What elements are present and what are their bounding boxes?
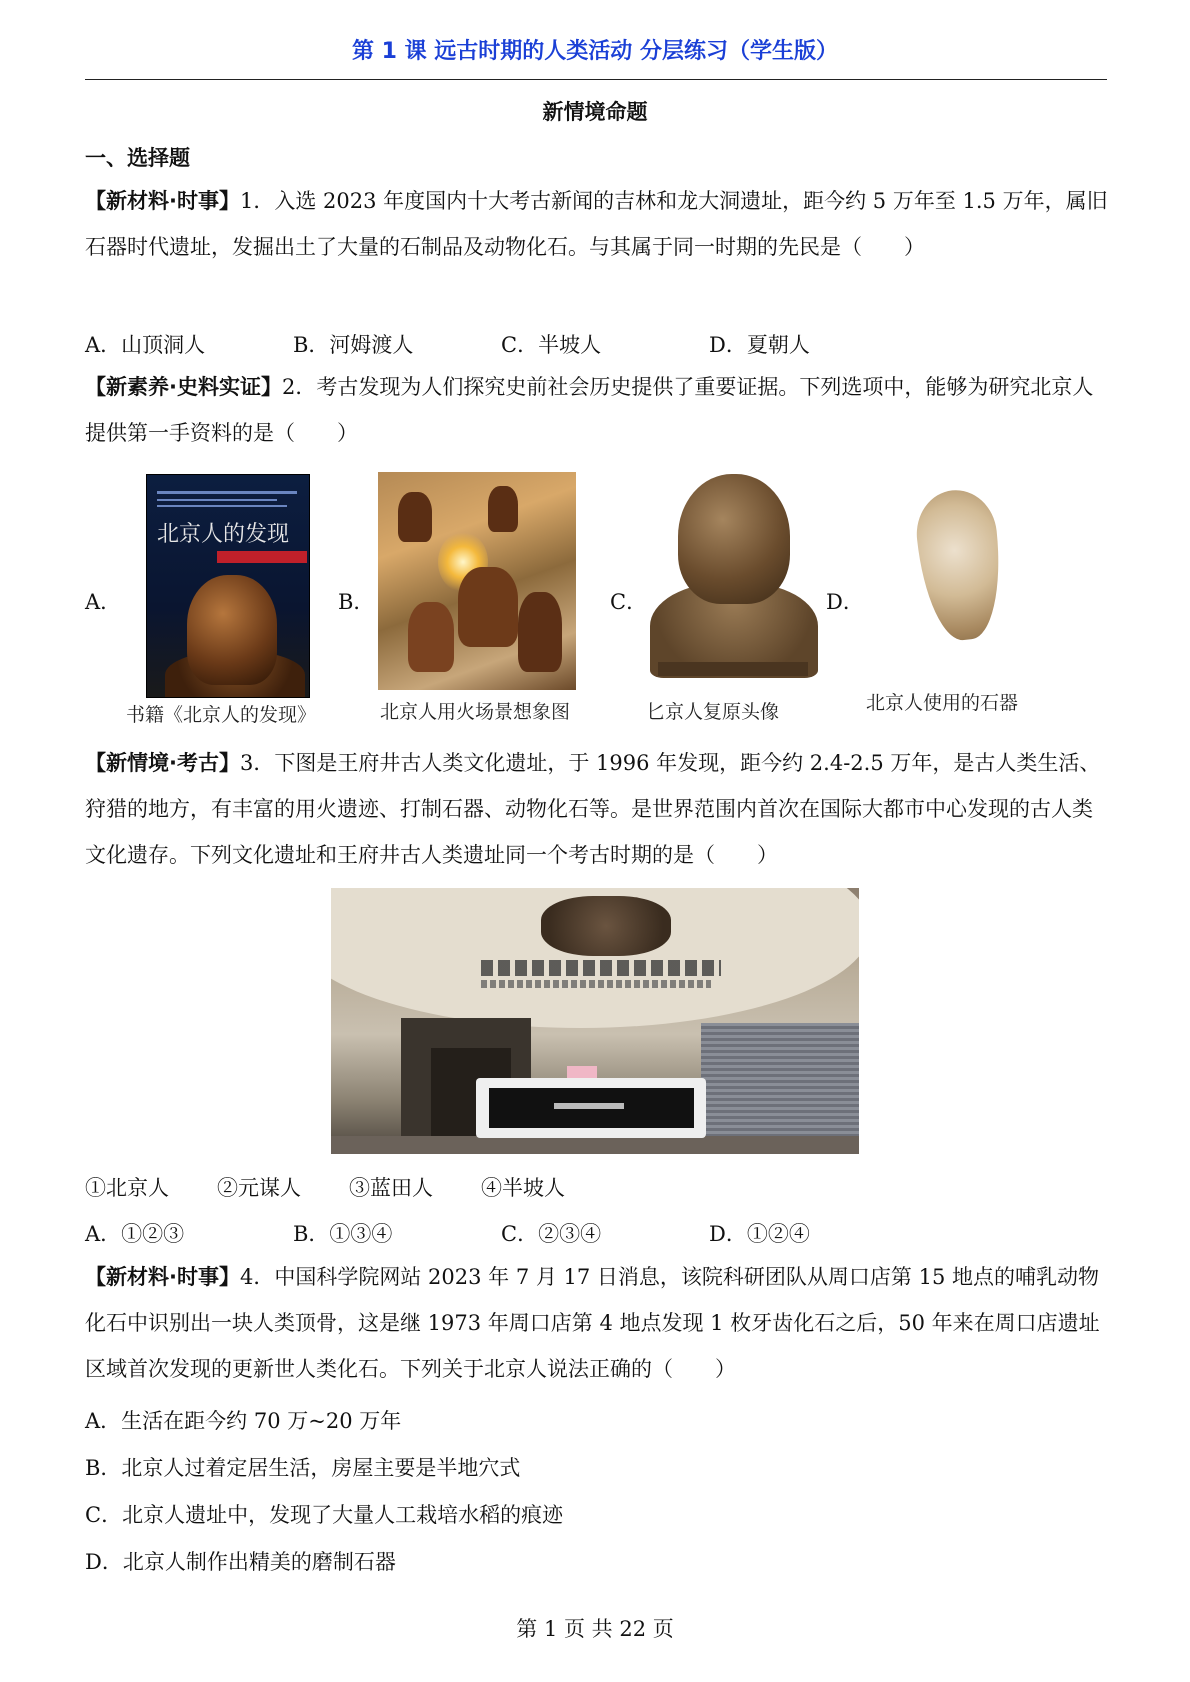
question-2 <box>85 364 1109 456</box>
q2-option-a-letter[interactable]: A． <box>85 590 122 614</box>
q4-option-d[interactable]: D．北京人制作出精美的磨制石器 <box>85 1550 396 1574</box>
q1-option-b[interactable]: B．河姆渡人 <box>293 333 414 357</box>
q2-option-c-caption: 匕京人复原头像 <box>646 701 780 723</box>
question-4 <box>85 1254 1109 1392</box>
q1-option-a[interactable]: A．山顶洞人 <box>85 333 206 357</box>
question-4-tag: 【新材料·时事】 <box>85 1265 240 1289</box>
question-2-text: 2．考古发现为人们探究史前社会历史提供了重要证据。下列选项中，能够为研究北京人提供第一手资料的是（ ） <box>85 375 1094 445</box>
stone-tool-image <box>906 484 1016 654</box>
q3-option-a[interactable]: A．①②③ <box>85 1222 185 1246</box>
fire-use-painting-image <box>378 472 576 690</box>
q4-option-b[interactable]: B．北京人过着定居生活，房屋主要是半地穴式 <box>85 1456 521 1480</box>
q3-item-1: ①北京人 <box>85 1176 169 1200</box>
question-3-tag: 【新情境·考古】 <box>85 751 240 775</box>
question-3-text: 3．下图是王府井古人类文化遗址，于 1996 年发现，距今约 2.4-2.5 万年，是古人类生活、狩猎的地方，有丰富的用火遗迹、打制石器、动物化石等。是世界范围内首次在国际大都市中心发现的古人类文化遗存。下列文化遗址和王府井古人类遗址同一个考古时期的是（ ） <box>85 751 1101 867</box>
peking-man-bust-image <box>650 472 818 692</box>
q3-option-d[interactable]: D．①②④ <box>709 1222 810 1246</box>
question-2-tag: 【新素养·史料实证】 <box>85 375 282 399</box>
header-divider <box>85 79 1107 80</box>
q4-option-c[interactable]: C．北京人遗址中，发现了大量人工栽培水稻的痕迹 <box>85 1503 564 1527</box>
question-1-text: 1．入选 2023 年度国内十大考古新闻的吉林和龙大洞遗址，距今约 5 万年至 1.5 万年，属旧石器时代遗址，发掘出土了大量的石制品及动物化石。与其属于同一时期的先民是（ ） <box>85 189 1108 259</box>
wangfujing-museum-photo <box>331 888 859 1154</box>
section-title: 新情境命题 <box>542 100 648 124</box>
q3-item-2: ②元谋人 <box>217 1176 301 1200</box>
q1-option-c[interactable]: C．半坡人 <box>501 333 602 357</box>
q3-option-c[interactable]: C．②③④ <box>501 1222 602 1246</box>
peking-man-book-cover-image <box>146 474 310 698</box>
book-cover-title: 北京人的发现 <box>157 522 290 547</box>
q3-item-3: ③蓝田人 <box>349 1176 433 1200</box>
q3-option-b[interactable]: B．①③④ <box>293 1222 393 1246</box>
page-number-footer: 第 1 页 共 22 页 <box>516 1617 674 1641</box>
question-4-text: 4．中国科学院网站 2023 年 7 月 17 日消息，该院科研团队从周口店第 15 地点的哺乳动物化石中识别出一块人类顶骨，这是继 1973 年周口店第 4 地点发现 1 枚牙齿化石之后，50 年来在周口店遗址区域首次发现的更新世人类化石。下列关于北京人说法正确的（ ） <box>85 1265 1100 1381</box>
q2-option-d-letter[interactable]: D． <box>826 590 864 614</box>
q2-option-d-caption: 北京人使用的石器 <box>866 692 1019 714</box>
document-header-title: 第 1 课 远古时期的人类活动 分层练习（学生版） <box>352 39 838 64</box>
q2-option-c-letter[interactable]: C． <box>610 590 648 614</box>
question-3 <box>85 740 1109 878</box>
q2-option-b-letter[interactable]: B． <box>338 590 375 614</box>
q1-option-d[interactable]: D．夏朝人 <box>709 333 810 357</box>
question-1 <box>85 178 1109 270</box>
q3-item-4: ④半坡人 <box>481 1176 565 1200</box>
question-type-heading: 一、选择题 <box>85 146 190 170</box>
question-1-tag: 【新材料·时事】 <box>85 189 240 213</box>
q4-option-a[interactable]: A．生活在距今约 70 万~20 万年 <box>85 1409 402 1433</box>
q2-option-a-caption: 书籍《北京人的发现》 <box>126 704 317 726</box>
q2-option-b-caption: 北京人用火场景想象图 <box>380 701 571 723</box>
